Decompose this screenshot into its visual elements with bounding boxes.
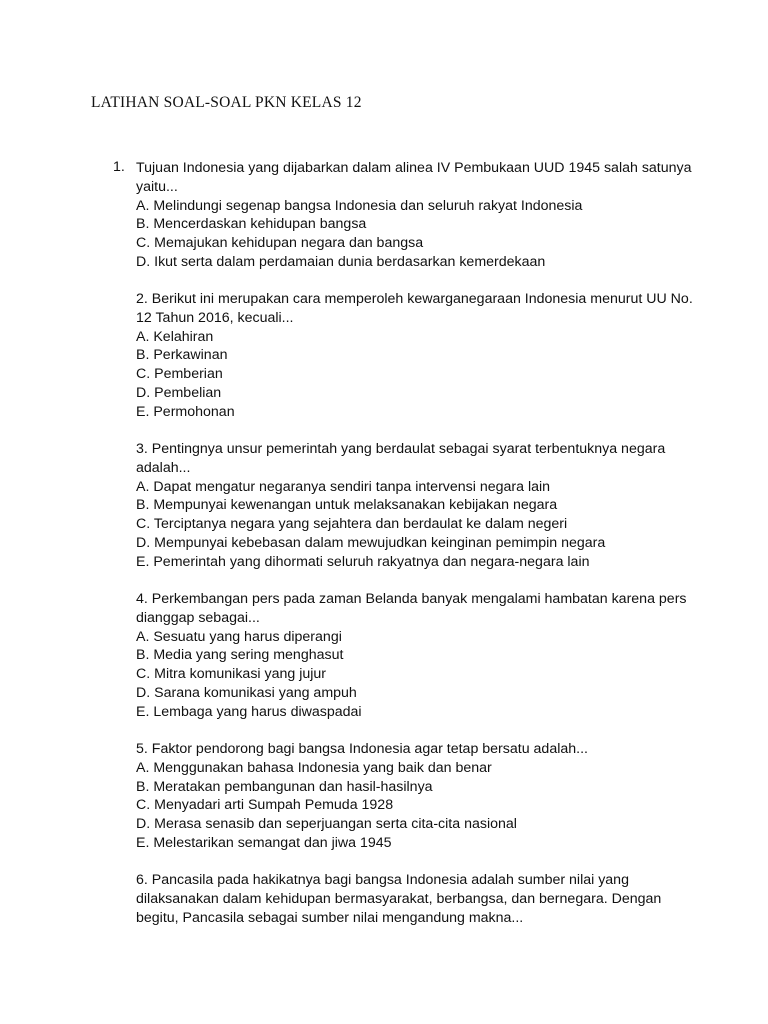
- question-3-option-e: E. Pemerintah yang dihormati seluruh rakyatnya dan negara-negara lain: [136, 553, 590, 570]
- question-2-stem-line-2: 12 Tahun 2016, kecuali...: [136, 309, 294, 326]
- question-4-option-a: A. Sesuatu yang harus diperangi: [136, 628, 342, 645]
- question-5-option-e: E. Melestarikan semangat dan jiwa 1945: [136, 834, 392, 851]
- question-1: [136, 159, 692, 272]
- question-4-option-d: D. Sarana komunikasi yang ampuh: [136, 684, 357, 701]
- question-3-option-c: C. Terciptanya negara yang sejahtera dan berdaulat ke dalam negeri: [136, 516, 568, 533]
- question-3-option-d: D. Mempunyai kebebasan dalam mewujudkan keinginan pemimpin negara: [136, 534, 606, 551]
- question-6: [136, 871, 661, 927]
- question-3: [136, 440, 665, 572]
- document-title: LATIHAN SOAL-SOAL PKN KELAS 12: [91, 94, 362, 111]
- question-2-option-a: A. Kelahiran: [136, 328, 214, 345]
- question-2-stem-line-1: 2. Berikut ini merupakan cara memperoleh kewarganegaraan Indonesia menurut UU No.: [136, 291, 693, 307]
- question-2-option-c: C. Pemberian: [136, 366, 223, 383]
- question-4-option-b: B. Media yang sering menghasut: [136, 647, 344, 664]
- question-6-stem-line-2: dilaksanakan dalam kehidupan bermasyarakat, berbangsa, dan bernegara. Dengan: [136, 890, 662, 907]
- question-2: [136, 290, 693, 422]
- question-4-option-e: E. Lembaga yang harus diwaspadai: [136, 703, 362, 720]
- question-5-option-a: A. Menggunakan bahasa Indonesia yang baik dan benar: [136, 759, 492, 776]
- question-6-stem-line-1: 6. Pancasila pada hakikatnya bagi bangsa Indonesia adalah sumber nilai yang: [136, 872, 629, 888]
- question-2-option-e: E. Permohonan: [136, 403, 235, 420]
- question-6-stem-line-3: begitu, Pancasila sebagai sumber nilai mengandung makna...: [136, 909, 524, 926]
- question-5: [136, 740, 588, 853]
- question-4-stem-line-1: 4. Perkembangan pers pada zaman Belanda banyak mengalami hambatan karena pers: [136, 591, 687, 607]
- question-3-stem-line-2: adalah...: [136, 459, 191, 476]
- question-1-stem-line-1: Tujuan Indonesia yang dijabarkan dalam alinea IV Pembukaan UUD 1945 salah satunya: [136, 160, 692, 176]
- question-2-option-d: D. Pembelian: [136, 384, 222, 401]
- question-4-stem-line-2: dianggap sebagai...: [136, 609, 260, 626]
- question-4: [136, 590, 687, 722]
- question-5-option-d: D. Merasa senasib dan seperjuangan serta cita-cita nasional: [136, 816, 517, 833]
- question-1-option-d: D. Ikut serta dalam perdamaian dunia berdasarkan kemerdekaan: [136, 253, 546, 270]
- question-1-number: 1.: [113, 159, 125, 175]
- question-3-stem-line-1: 3. Pentingnya unsur pemerintah yang berdaulat sebagai syarat terbentuknya negara: [136, 441, 666, 457]
- question-5-stem-line-1: 5. Faktor pendorong bagi bangsa Indonesia agar tetap bersatu adalah...: [136, 741, 588, 757]
- question-4-option-c: C. Mitra komunikasi yang jujur: [136, 666, 327, 683]
- question-5-option-c: C. Menyadari arti Sumpah Pemuda 1928: [136, 797, 394, 814]
- question-3-option-b: B. Mempunyai kewenangan untuk melaksanakan kebijakan negara: [136, 497, 558, 514]
- question-2-option-b: B. Perkawinan: [136, 347, 228, 364]
- question-1-option-a: A. Melindungi segenap bangsa Indonesia dan seluruh rakyat Indonesia: [136, 197, 583, 214]
- question-3-option-a: A. Dapat mengatur negaranya sendiri tanpa intervensi negara lain: [136, 478, 551, 495]
- question-1-option-c: C. Memajukan kehidupan negara dan bangsa: [136, 235, 424, 252]
- question-1-option-b: B. Mencerdaskan kehidupan bangsa: [136, 216, 367, 233]
- question-1-stem-line-2: yaitu...: [136, 178, 178, 195]
- question-5-option-b: B. Meratakan pembangunan dan hasil-hasilnya: [136, 778, 433, 795]
